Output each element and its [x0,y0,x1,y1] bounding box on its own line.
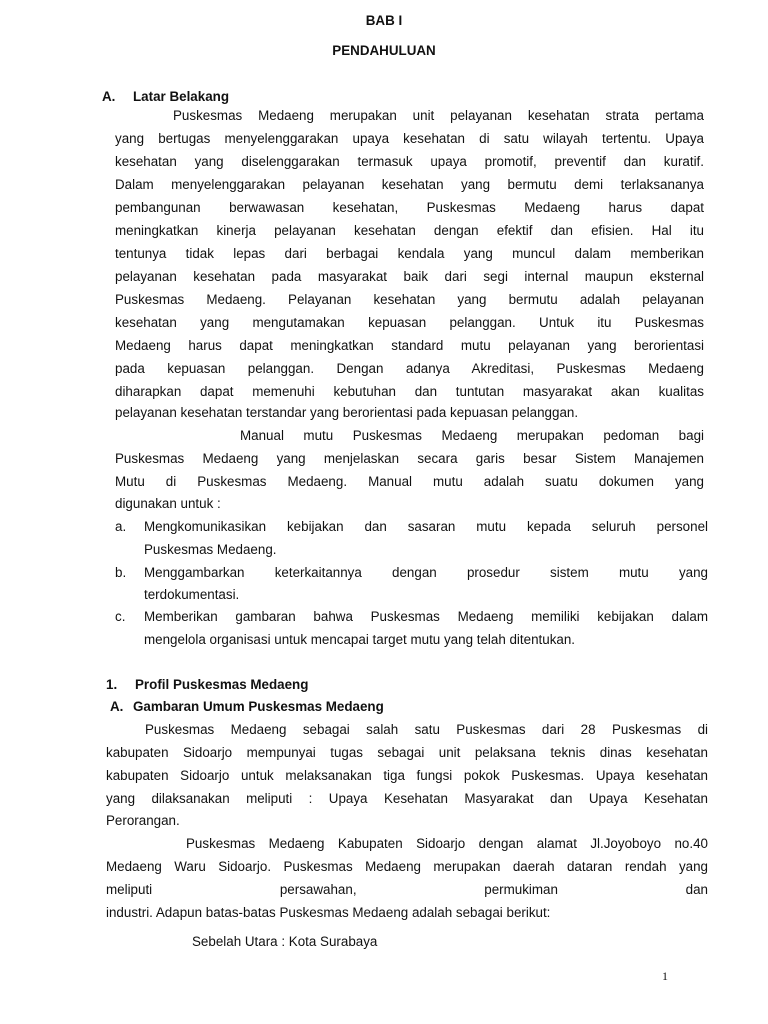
text-line: Perorangan. [106,813,180,828]
text-line: Mutu di Puskesmas Medaeng. Manual mutu adalah suatu dokumen yang [115,474,704,489]
text-line: digunakan untuk : [115,496,221,511]
list-item-text: Menggambarkan keterkaitannya dengan prosedur sistem mutu yang [144,565,708,580]
text-line: pada kepuasan pelanggan. Dengan adanya Akreditasi, Puskesmas Medaeng [115,361,704,376]
text-line: yang bertugas menyelenggarakan upaya kesehatan di satu wilayah tertentu. Upaya [115,131,704,146]
text-line: industri. Adapun batas-batas Puskesmas Medaeng adalah sebagai berikut: [106,905,551,920]
section-a-heading: Latar Belakang [133,89,230,104]
section-a-marker: A. [102,89,116,104]
text-line: pelayanan kesehatan pada masyarakat baik dari segi internal maupun eksternal [115,269,704,284]
subsection-marker: A. [110,699,124,714]
list-item-text: Puskesmas Medaeng. [144,542,277,557]
subsection-heading: Gambaran Umum Puskesmas Medaeng [133,699,384,714]
text-line: Puskesmas Medaeng merupakan unit pelayanan kesehatan strata pertama [173,108,704,123]
text-line: Puskesmas Medaeng. Pelayanan kesehatan yang bermutu adalah pelayanan [115,292,704,307]
text-line: kabupaten Sidoarjo mempunyai tugas sebagai unit pelaksana teknis dinas kesehatan [106,745,708,760]
text-line: Puskesmas Medaeng sebagai salah satu Puskesmas dari 28 Puskesmas di [145,722,708,737]
text-line: kesehatan yang mengutamakan kepuasan pelanggan. Untuk itu Puskesmas [115,315,704,330]
boundary-north: Sebelah Utara : Kota Surabaya [192,934,378,949]
text-line: Manual mutu Puskesmas Medaeng merupakan pedoman bagi [240,428,704,443]
list-marker: b. [115,565,127,580]
list-item-text: Mengkomunikasikan kebijakan dan sasaran mutu kepada seluruh personel [144,519,708,534]
text-line: pembangunan berwawasan kesehatan, Puskesmas Medaeng harus dapat [115,200,704,215]
text-line: diharapkan dapat memenuhi kebutuhan dan tuntutan masyarakat akan kualitas [115,384,704,399]
text-line: pelayanan kesehatan terstandar yang berorientasi pada kepuasan pelanggan. [115,405,579,420]
chapter-title: PENDAHULUAN [332,43,436,58]
text-line: kabupaten Sidoarjo untuk melaksanakan tiga fungsi pokok Puskesmas. Upaya kesehatan [106,768,708,783]
text-line: kesehatan yang diselenggarakan termasuk upaya promotif, preventif dan kuratif. [115,154,704,169]
text-line: meliputi persawahan, permukiman dan [106,882,708,897]
list-marker: c. [115,609,126,624]
list-item-text: terdokumentasi. [144,587,240,602]
list-marker: a. [115,519,127,534]
page-number: 1 [662,969,668,983]
text-line: meningkatkan kinerja pelayanan kesehatan dengan efektif dan efisien. Hal itu [115,223,704,238]
list-item-text: Memberikan gambaran bahwa Puskesmas Medaeng memiliki kebijakan dalam [144,609,708,624]
text-line: Medaeng Waru Sidoarjo. Puskesmas Medaeng merupakan daerah dataran rendah yang [106,859,708,874]
text-line: Dalam menyelenggarakan pelayanan kesehatan yang bermutu demi terlaksananya [115,177,704,192]
chapter-number: BAB I [365,13,403,28]
text-line: Puskesmas Medaeng yang menjelaskan secara garis besar Sistem Manajemen [115,451,704,466]
list-item-text: mengelola organisasi untuk mencapai target mutu yang telah ditentukan. [144,632,576,647]
text-line: Puskesmas Medaeng Kabupaten Sidoarjo dengan alamat Jl.Joyoboyo no.40 [186,836,708,851]
text-line: Medaeng harus dapat meningkatkan standard mutu pelayanan yang berorientasi [115,338,704,353]
text-line: yang dilaksanakan meliputi : Upaya Kesehatan Masyarakat dan Upaya Kesehatan [106,791,708,806]
text-line: tentunya tidak lepas dari berbagai kendala yang muncul dalam memberikan [115,246,704,261]
section-1-marker: 1. [106,677,118,692]
section-1-heading: Profil Puskesmas Medaeng [135,677,309,692]
